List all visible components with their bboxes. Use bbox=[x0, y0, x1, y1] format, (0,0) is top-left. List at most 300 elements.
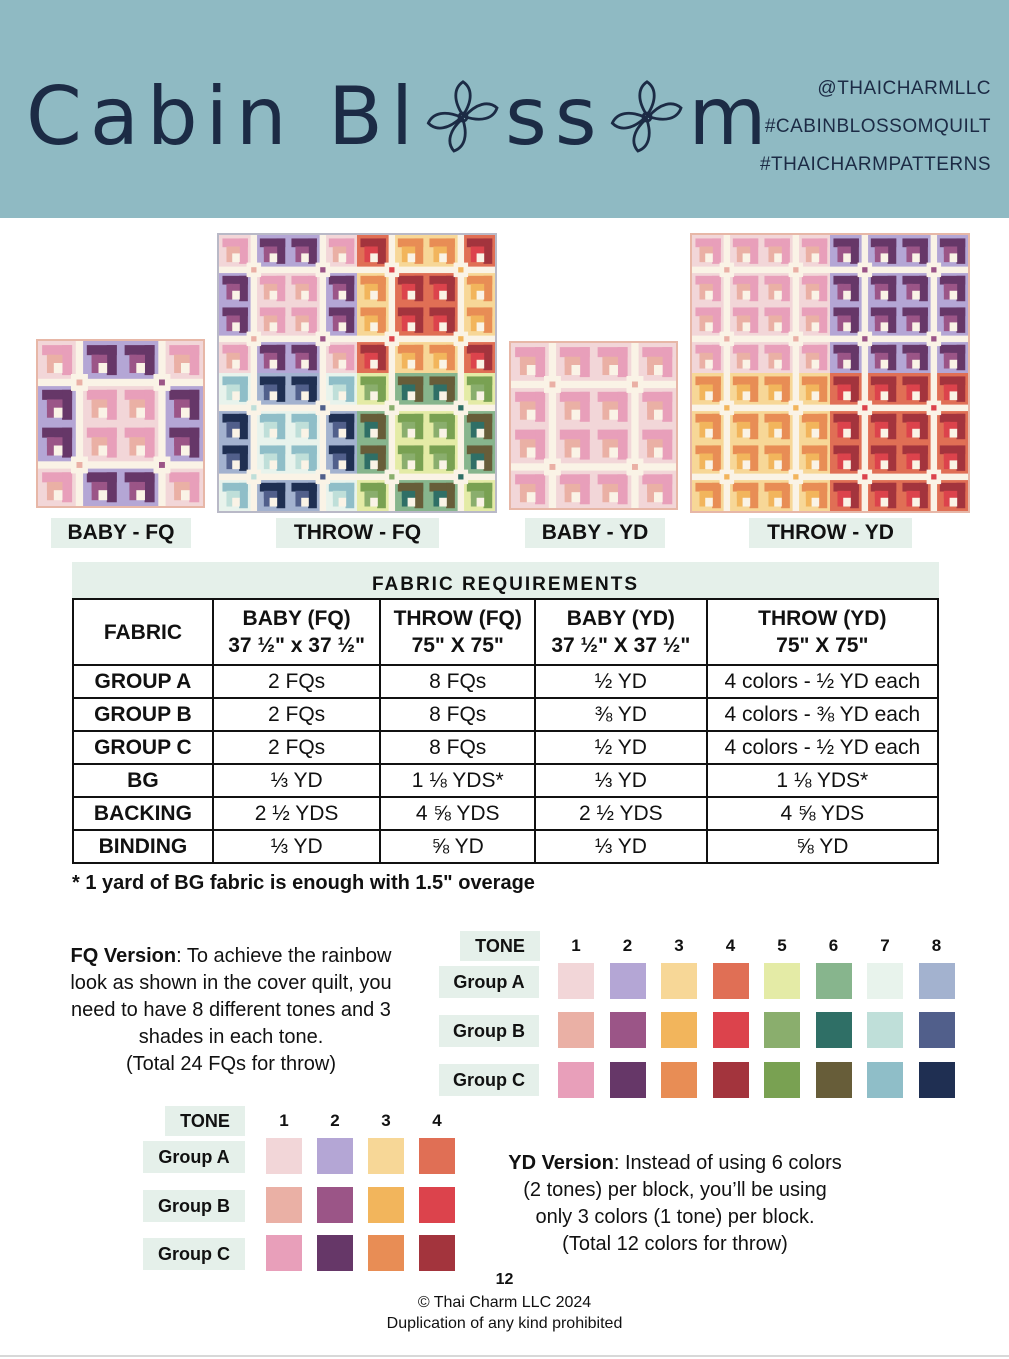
quilt-patch bbox=[433, 385, 439, 401]
quilt-patch bbox=[232, 429, 240, 438]
quilt-patch bbox=[580, 392, 590, 422]
quilt-patch bbox=[806, 422, 812, 438]
table-header-row bbox=[73, 599, 938, 665]
quilt-patch bbox=[812, 460, 820, 469]
quilt-patch bbox=[837, 422, 843, 438]
quilt-patch bbox=[931, 474, 936, 479]
quilt-patch bbox=[781, 483, 790, 508]
quilt-patch bbox=[919, 307, 928, 332]
quilt-patch bbox=[446, 483, 455, 508]
quilt-patch bbox=[320, 405, 325, 410]
quilt-patch bbox=[862, 405, 867, 410]
quilt-patch bbox=[308, 414, 317, 439]
quilt-patch bbox=[99, 363, 108, 373]
quilt-patch bbox=[402, 491, 408, 507]
quilt-patch bbox=[565, 439, 572, 457]
quilt-patch bbox=[750, 414, 759, 439]
quilt-patch bbox=[906, 385, 912, 401]
quilt-patch bbox=[950, 429, 958, 438]
quilt-patch bbox=[389, 267, 394, 272]
quilt-patch bbox=[99, 408, 108, 418]
quilt-patch bbox=[931, 336, 936, 341]
quilt-patch bbox=[129, 437, 136, 455]
tone-number: 2 bbox=[622, 936, 633, 955]
quilt-patch bbox=[888, 414, 897, 439]
page-number: 12 bbox=[495, 1271, 514, 1288]
quilt-patch bbox=[881, 460, 889, 469]
group-a-label: Group A bbox=[439, 966, 539, 998]
quilt-patch bbox=[602, 484, 609, 502]
table-row: GROUP B 2 FQs 8 FQs ⅜ YD 4 colors - ⅜ YD each bbox=[73, 698, 938, 731]
quilt-patch bbox=[888, 376, 897, 401]
quilt-patch bbox=[408, 360, 416, 369]
quilt-patch bbox=[54, 446, 63, 456]
quilt-patch bbox=[458, 336, 463, 341]
quilt-patch bbox=[806, 491, 812, 507]
quilt-patch bbox=[408, 460, 416, 469]
quilt-patch bbox=[277, 276, 286, 301]
quilt-patch bbox=[520, 484, 527, 502]
tag-patterns: #THAICHARMPATTERNS bbox=[759, 154, 991, 175]
table-row: GROUP C 2 FQs 8 FQs ½ YD 4 colors - ½ YD each bbox=[73, 731, 938, 764]
quilt-patch bbox=[565, 401, 572, 419]
quilt-patch bbox=[944, 454, 950, 470]
quilt-patch bbox=[107, 428, 117, 458]
quilt-patch bbox=[712, 345, 721, 370]
quilt-patch bbox=[270, 498, 278, 507]
quilt-patch bbox=[950, 460, 958, 469]
quilt-patch bbox=[389, 336, 394, 341]
quilt-patch bbox=[174, 399, 181, 417]
quilt-patch bbox=[843, 498, 851, 507]
quilt-patch bbox=[239, 307, 248, 332]
quilt-patch bbox=[377, 414, 386, 439]
quilt-patch bbox=[957, 307, 966, 332]
quilt-patch bbox=[843, 429, 851, 438]
quilt-patch bbox=[264, 454, 270, 470]
quilt-patch bbox=[957, 276, 966, 301]
group-c-label: Group C bbox=[143, 1238, 245, 1270]
quilt-patch bbox=[618, 347, 628, 377]
quilt-patch bbox=[308, 376, 317, 401]
quilt-patch bbox=[618, 474, 628, 504]
quilt-patch bbox=[535, 474, 545, 504]
quilt-patch bbox=[881, 360, 889, 369]
quilt-patch bbox=[881, 253, 889, 262]
quilt-patch bbox=[370, 253, 378, 262]
color-swatch bbox=[368, 1235, 404, 1271]
quilt-patch bbox=[364, 316, 370, 332]
quilt-patch bbox=[226, 422, 232, 438]
quilt-patch bbox=[806, 284, 812, 300]
quilt-patch bbox=[295, 454, 301, 470]
quilt-patch bbox=[159, 380, 165, 386]
quilt-patch bbox=[712, 445, 721, 470]
quilt-patch bbox=[477, 253, 485, 262]
quilt-patch bbox=[699, 353, 705, 369]
quilt-patch bbox=[226, 454, 232, 470]
quilt-patch bbox=[768, 454, 774, 470]
quilt-patch bbox=[251, 474, 256, 479]
quilt-patch bbox=[408, 391, 416, 400]
quilt-patch bbox=[189, 345, 199, 375]
quilt-patch bbox=[320, 336, 325, 341]
quilt-patch bbox=[239, 445, 248, 470]
quilt-patch bbox=[699, 385, 705, 401]
quilt-patch bbox=[850, 376, 859, 401]
quilt-patch bbox=[743, 291, 751, 300]
color-swatch bbox=[816, 1062, 852, 1098]
quilt-patch bbox=[699, 422, 705, 438]
quilt-patch bbox=[47, 399, 54, 417]
quilt-patch bbox=[743, 253, 751, 262]
quilt-patch bbox=[881, 322, 889, 331]
quilt-patch bbox=[919, 345, 928, 370]
quilt-patch bbox=[737, 353, 743, 369]
color-swatch bbox=[419, 1138, 455, 1174]
quilt-patch bbox=[912, 253, 920, 262]
tone-label: TONE bbox=[165, 1106, 245, 1136]
quilt-patch bbox=[308, 307, 317, 332]
header-throw-fq: THROW (FQ) 75" X 75" bbox=[380, 599, 535, 665]
color-swatch bbox=[368, 1138, 404, 1174]
quilt-patch bbox=[699, 491, 705, 507]
quilt-patch bbox=[433, 316, 439, 332]
quilt-patch bbox=[705, 498, 713, 507]
divider bbox=[0, 1355, 1009, 1357]
tone-number: 8 bbox=[931, 936, 942, 955]
quilt-patch bbox=[812, 322, 820, 331]
quilt-patch bbox=[159, 462, 165, 468]
quilt-patch bbox=[458, 474, 463, 479]
quilt-patch bbox=[129, 482, 136, 500]
quilt-patch bbox=[520, 439, 527, 457]
quilt-patch bbox=[881, 429, 889, 438]
quilt-patch bbox=[370, 460, 378, 469]
bg-fabric-note: * 1 yard of BG fabric is enough with 1.5" overage bbox=[72, 872, 535, 894]
quilt-patch bbox=[295, 353, 301, 369]
quilt-patch bbox=[819, 276, 828, 301]
quilt-patch bbox=[364, 385, 370, 401]
quilt-patch bbox=[912, 291, 920, 300]
quilt-label-throw-fq: THROW - FQ bbox=[276, 518, 439, 548]
quilt-patch bbox=[62, 472, 72, 502]
quilt-patch bbox=[565, 357, 572, 375]
quilt-label-throw-yd: THROW - YD bbox=[749, 518, 912, 548]
quilt-patch bbox=[333, 284, 339, 300]
quilt-patch bbox=[339, 360, 347, 369]
quilt-patch bbox=[843, 322, 851, 331]
quilt-patch bbox=[477, 391, 485, 400]
social-tags bbox=[760, 70, 991, 184]
quilt-patch bbox=[458, 405, 463, 410]
pattern-title bbox=[26, 70, 774, 163]
quilt-patch bbox=[471, 284, 477, 300]
quilt-patch bbox=[781, 414, 790, 439]
quilt-image-throw-yd bbox=[690, 233, 970, 513]
quilt-patch bbox=[145, 428, 155, 458]
quilt-patch bbox=[370, 429, 378, 438]
quilt-patch bbox=[333, 422, 339, 438]
quilt-patch bbox=[181, 490, 190, 500]
color-swatch bbox=[764, 963, 800, 999]
quilt-patch bbox=[881, 391, 889, 400]
quilt-patch bbox=[370, 291, 378, 300]
quilt-patch bbox=[724, 267, 729, 272]
title-text-2: ss bbox=[505, 70, 605, 163]
quilt-patch bbox=[768, 385, 774, 401]
quilt-patch bbox=[308, 345, 317, 370]
quilt-patch bbox=[843, 360, 851, 369]
quilt-patch bbox=[812, 291, 820, 300]
color-swatch bbox=[266, 1138, 302, 1174]
quilt-patch bbox=[737, 491, 743, 507]
quilt-patch bbox=[129, 355, 136, 373]
quilt-patch bbox=[446, 376, 455, 401]
tone-number: 1 bbox=[279, 1111, 289, 1130]
quilt-patch bbox=[580, 474, 590, 504]
quilt-patch bbox=[768, 316, 774, 332]
quilt-patch bbox=[632, 382, 638, 388]
quilt-patch bbox=[181, 408, 190, 418]
quilt-patch bbox=[145, 472, 155, 502]
color-swatch bbox=[266, 1235, 302, 1271]
quilt-patch bbox=[875, 385, 881, 401]
quilt-patch bbox=[239, 483, 248, 508]
quilt-patch bbox=[339, 498, 347, 507]
quilt-patch bbox=[471, 422, 477, 438]
quilt-patch bbox=[837, 316, 843, 332]
quilt-patch bbox=[308, 238, 317, 263]
quilt-patch bbox=[618, 392, 628, 422]
tag-handle: @THAICHARMLLC bbox=[817, 78, 991, 99]
quilt-patch bbox=[477, 460, 485, 469]
quilt-patch bbox=[819, 307, 828, 332]
quilt-patch bbox=[662, 347, 672, 377]
quilt-patch bbox=[107, 390, 117, 420]
quilt-patch bbox=[47, 437, 54, 455]
quilt-patch bbox=[875, 284, 881, 300]
quilt-patch bbox=[862, 267, 867, 272]
quilt-image-baby-yd bbox=[509, 341, 678, 510]
quilt-patch bbox=[812, 253, 820, 262]
tag-quilt: #CABINBLOSSOMQUILT bbox=[764, 116, 991, 137]
quilt-patch bbox=[912, 429, 920, 438]
quilt-patch bbox=[602, 439, 609, 457]
quilt-patch bbox=[950, 498, 958, 507]
quilt-patch bbox=[301, 391, 309, 400]
quilt-patch bbox=[439, 360, 447, 369]
quilt-patch bbox=[439, 391, 447, 400]
quilt-patch bbox=[270, 360, 278, 369]
quilt-patch bbox=[527, 365, 536, 375]
quilt-patch bbox=[471, 454, 477, 470]
quilt-patch bbox=[62, 345, 72, 375]
quilt-graphic bbox=[511, 343, 676, 508]
quilt-patch bbox=[768, 247, 774, 263]
color-swatch bbox=[610, 1062, 646, 1098]
color-swatch bbox=[368, 1187, 404, 1223]
quilt-patch bbox=[239, 376, 248, 401]
quilt-patch bbox=[793, 336, 798, 341]
quilt-patch bbox=[439, 253, 447, 262]
quilt-patch bbox=[906, 284, 912, 300]
title-text-3: m bbox=[688, 70, 775, 163]
quilt-patch bbox=[602, 401, 609, 419]
quilt-patch bbox=[737, 247, 743, 263]
quilt-patch bbox=[484, 238, 493, 263]
quilt-patch bbox=[843, 391, 851, 400]
quilt-patch bbox=[957, 414, 966, 439]
quilt-patch bbox=[181, 446, 190, 456]
color-swatch bbox=[558, 963, 594, 999]
header-throw-yd: THROW (YD) 75" X 75" bbox=[707, 599, 938, 665]
color-swatch bbox=[764, 1062, 800, 1098]
quilt-patch bbox=[433, 247, 439, 263]
quilt-patch bbox=[370, 360, 378, 369]
quilt-patch bbox=[712, 276, 721, 301]
quilt-patch bbox=[793, 474, 798, 479]
quilt-patch bbox=[819, 345, 828, 370]
quilt-patch bbox=[107, 472, 117, 502]
quilt-patch bbox=[226, 385, 232, 401]
quilt-patch bbox=[919, 483, 928, 508]
tone-number: 4 bbox=[725, 936, 736, 955]
quilt-patch bbox=[793, 405, 798, 410]
quilt-patch bbox=[850, 238, 859, 263]
quilt-patch bbox=[774, 391, 782, 400]
quilt-patch bbox=[446, 345, 455, 370]
quilt-patch bbox=[54, 408, 63, 418]
quilt-patch bbox=[232, 253, 240, 262]
quilt-patch bbox=[346, 345, 355, 370]
quilt-patch bbox=[919, 414, 928, 439]
quilt-patch bbox=[774, 460, 782, 469]
yd-version-text: YD Version: Instead of using 6 colors (2 tones) per block, you’ll be using only 3 colors (1 tone) per block. (Total 12 colors for throw) bbox=[508, 1152, 842, 1255]
quilt-patch bbox=[906, 454, 912, 470]
quilt-patch bbox=[370, 322, 378, 331]
color-swatch bbox=[713, 1062, 749, 1098]
quilt-patch bbox=[99, 446, 108, 456]
color-swatch bbox=[764, 1012, 800, 1048]
quilt-patch bbox=[99, 490, 108, 500]
yd-version-heading: YD Version bbox=[508, 1152, 614, 1174]
quilt-patch bbox=[458, 267, 463, 272]
quilt-patch bbox=[301, 429, 309, 438]
quilt-patch bbox=[189, 472, 199, 502]
quilt-patch bbox=[346, 307, 355, 332]
quilt-patch bbox=[750, 238, 759, 263]
quilt-graphic bbox=[219, 235, 495, 511]
quilt-patch bbox=[806, 353, 812, 369]
quilt-patch bbox=[439, 429, 447, 438]
quilt-patch bbox=[301, 460, 309, 469]
quilt-patch bbox=[439, 460, 447, 469]
quilt-patch bbox=[339, 322, 347, 331]
quilt-patch bbox=[535, 392, 545, 422]
quilt-patch bbox=[433, 284, 439, 300]
quilt-patch bbox=[931, 405, 936, 410]
quilt-patch bbox=[377, 445, 386, 470]
quilt-patch bbox=[774, 291, 782, 300]
quilt-patch bbox=[339, 460, 347, 469]
tone-number: 6 bbox=[828, 936, 839, 955]
quilt-patch bbox=[647, 439, 654, 457]
quilt-patch bbox=[226, 353, 232, 369]
quilt-patch bbox=[662, 392, 672, 422]
quilt-patch bbox=[850, 276, 859, 301]
quilt-patch bbox=[471, 353, 477, 369]
quilt-patch bbox=[705, 360, 713, 369]
color-swatch bbox=[919, 963, 955, 999]
quilt-patch bbox=[705, 391, 713, 400]
quilt-patch bbox=[699, 284, 705, 300]
quilt-patch bbox=[520, 401, 527, 419]
quilt-patch bbox=[768, 284, 774, 300]
quilt-patch bbox=[875, 353, 881, 369]
quilt-patch bbox=[346, 445, 355, 470]
quilt-patch bbox=[232, 322, 240, 331]
quilt-patch bbox=[92, 355, 99, 373]
quilt-patch bbox=[295, 316, 301, 332]
quilt-patch bbox=[270, 253, 278, 262]
color-swatch bbox=[317, 1138, 353, 1174]
quilt-patch bbox=[819, 445, 828, 470]
quilt-patch bbox=[277, 345, 286, 370]
quilt-patch bbox=[433, 491, 439, 507]
quilt-patch bbox=[572, 365, 581, 375]
tone-number: 2 bbox=[330, 1111, 340, 1130]
quilt-patch bbox=[793, 267, 798, 272]
color-swatch bbox=[816, 1012, 852, 1048]
quilt-patch bbox=[92, 437, 99, 455]
title-text-1: Cabin Bl bbox=[26, 70, 422, 163]
quilt-patch bbox=[277, 414, 286, 439]
quilt-patch bbox=[812, 429, 820, 438]
color-swatch bbox=[317, 1235, 353, 1271]
table-row: GROUP A 2 FQs 8 FQs ½ YD 4 colors - ½ YD each bbox=[73, 665, 938, 698]
quilt-patch bbox=[402, 454, 408, 470]
quilt-patch bbox=[54, 363, 63, 373]
quilt-patch bbox=[837, 284, 843, 300]
quilt-patch bbox=[439, 291, 447, 300]
quilt-patch bbox=[837, 247, 843, 263]
quilt-patch bbox=[484, 345, 493, 370]
quilt-patch bbox=[774, 498, 782, 507]
quilt-patch bbox=[402, 422, 408, 438]
group-b-label: Group B bbox=[439, 1015, 539, 1047]
quilt-patch bbox=[862, 474, 867, 479]
blossom-icon bbox=[423, 77, 503, 157]
color-swatch bbox=[558, 1012, 594, 1048]
table-row: BG ⅓ YD 1 ⅛ YDS* ⅓ YD 1 ⅛ YDS* bbox=[73, 764, 938, 797]
quilt-patch bbox=[333, 454, 339, 470]
quilt-patch bbox=[888, 238, 897, 263]
quilt-image-throw-fq bbox=[217, 233, 497, 513]
quilt-patch bbox=[944, 491, 950, 507]
quilt-patch bbox=[301, 253, 309, 262]
group-b-label: Group B bbox=[143, 1190, 245, 1222]
quilt-patch bbox=[239, 345, 248, 370]
quilt-patch bbox=[433, 353, 439, 369]
table-row: BINDING ⅓ YD ⅝ YD ⅓ YD ⅝ YD bbox=[73, 830, 938, 863]
quilt-patch bbox=[912, 391, 920, 400]
quilt-patch bbox=[837, 353, 843, 369]
quilt-patch bbox=[264, 284, 270, 300]
quilt-patch bbox=[724, 405, 729, 410]
quilt-patch bbox=[662, 474, 672, 504]
quilt-patch bbox=[806, 385, 812, 401]
